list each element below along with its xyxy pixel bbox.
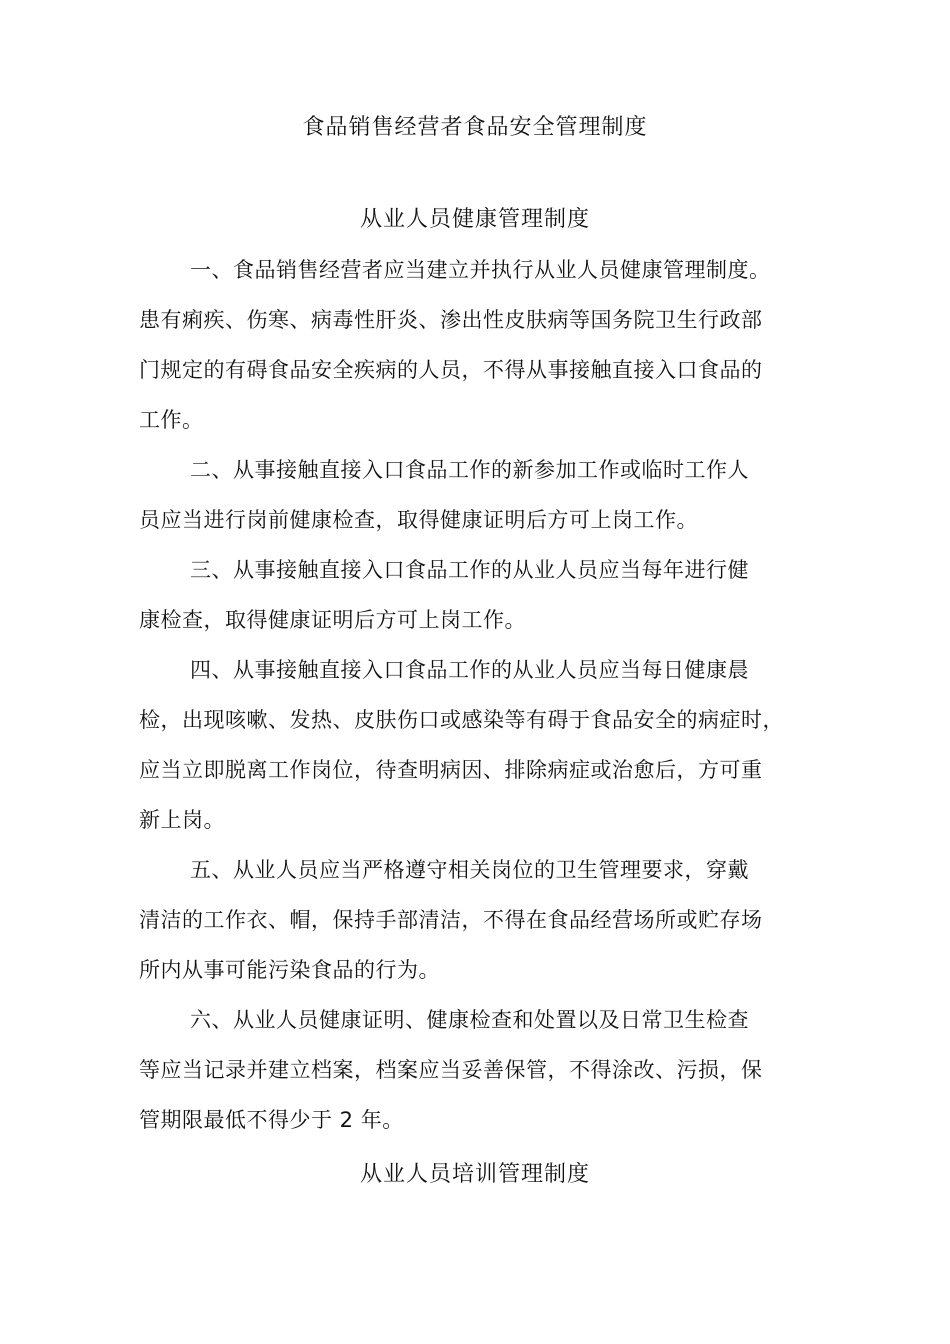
paragraph-2-line-1: 二、从事接触直接入口食品工作的新参加工作或临时工作人 <box>190 458 749 482</box>
paragraph-6-line-2: 等应当记录并建立档案，档案应当妥善保管，不得涂改、污损，保 <box>139 1058 763 1082</box>
paragraph-2-line-2: 员应当进行岗前健康检查，取得健康证明后方可上岗工作。 <box>139 508 698 532</box>
paragraph-4-line-1: 四、从事接触直接入口食品工作的从业人员应当每日健康晨 <box>190 658 749 682</box>
paragraph-3-line-2: 康检查，取得健康证明后方可上岗工作。 <box>139 608 526 632</box>
paragraph-4-line-4: 新上岗。 <box>139 808 225 832</box>
paragraph-4-line-2: 检，出现咳嗽、发热、皮肤伤口或感染等有碍于食品安全的病症时， <box>139 708 784 732</box>
paragraph-3-line-1: 三、从事接触直接入口食品工作的从业人员应当每年进行健 <box>190 558 749 582</box>
section-title: 从业人员健康管理制度 <box>359 207 590 232</box>
next-section-title: 从业人员培训管理制度 <box>359 1162 590 1187</box>
paragraph-6-line-1: 六、从业人员健康证明、健康检查和处置以及日常卫生检查 <box>190 1008 749 1032</box>
paragraph-1-line-3: 门规定的有碍食品安全疾病的人员，不得从事接触直接入口食品的 <box>139 358 763 382</box>
document-title: 食品销售经营者食品安全管理制度 <box>302 115 648 140</box>
paragraph-5-line-2: 清洁的工作衣、帽，保持手部清洁，不得在食品经营场所或贮存场 <box>139 908 763 932</box>
paragraph-1-line-1: 一、食品销售经营者应当建立并执行从业人员健康管理制度。 <box>190 258 771 282</box>
paragraph-1-line-2: 患有痢疾、伤寒、病毒性肝炎、渗出性皮肤病等国务院卫生行政部 <box>139 308 763 332</box>
paragraph-4-line-3: 应当立即脱离工作岗位，待查明病因、排除病症或治愈后，方可重 <box>139 758 763 782</box>
paragraph-6-line-3: 管期限最低不得少于 2 年。 <box>139 1108 404 1132</box>
paragraph-5-line-3: 所内从事可能污染食品的行为。 <box>139 958 440 982</box>
paragraph-1-line-4: 工作。 <box>139 408 204 432</box>
paragraph-5-line-1: 五、从业人员应当严格遵守相关岗位的卫生管理要求，穿戴 <box>190 858 749 882</box>
